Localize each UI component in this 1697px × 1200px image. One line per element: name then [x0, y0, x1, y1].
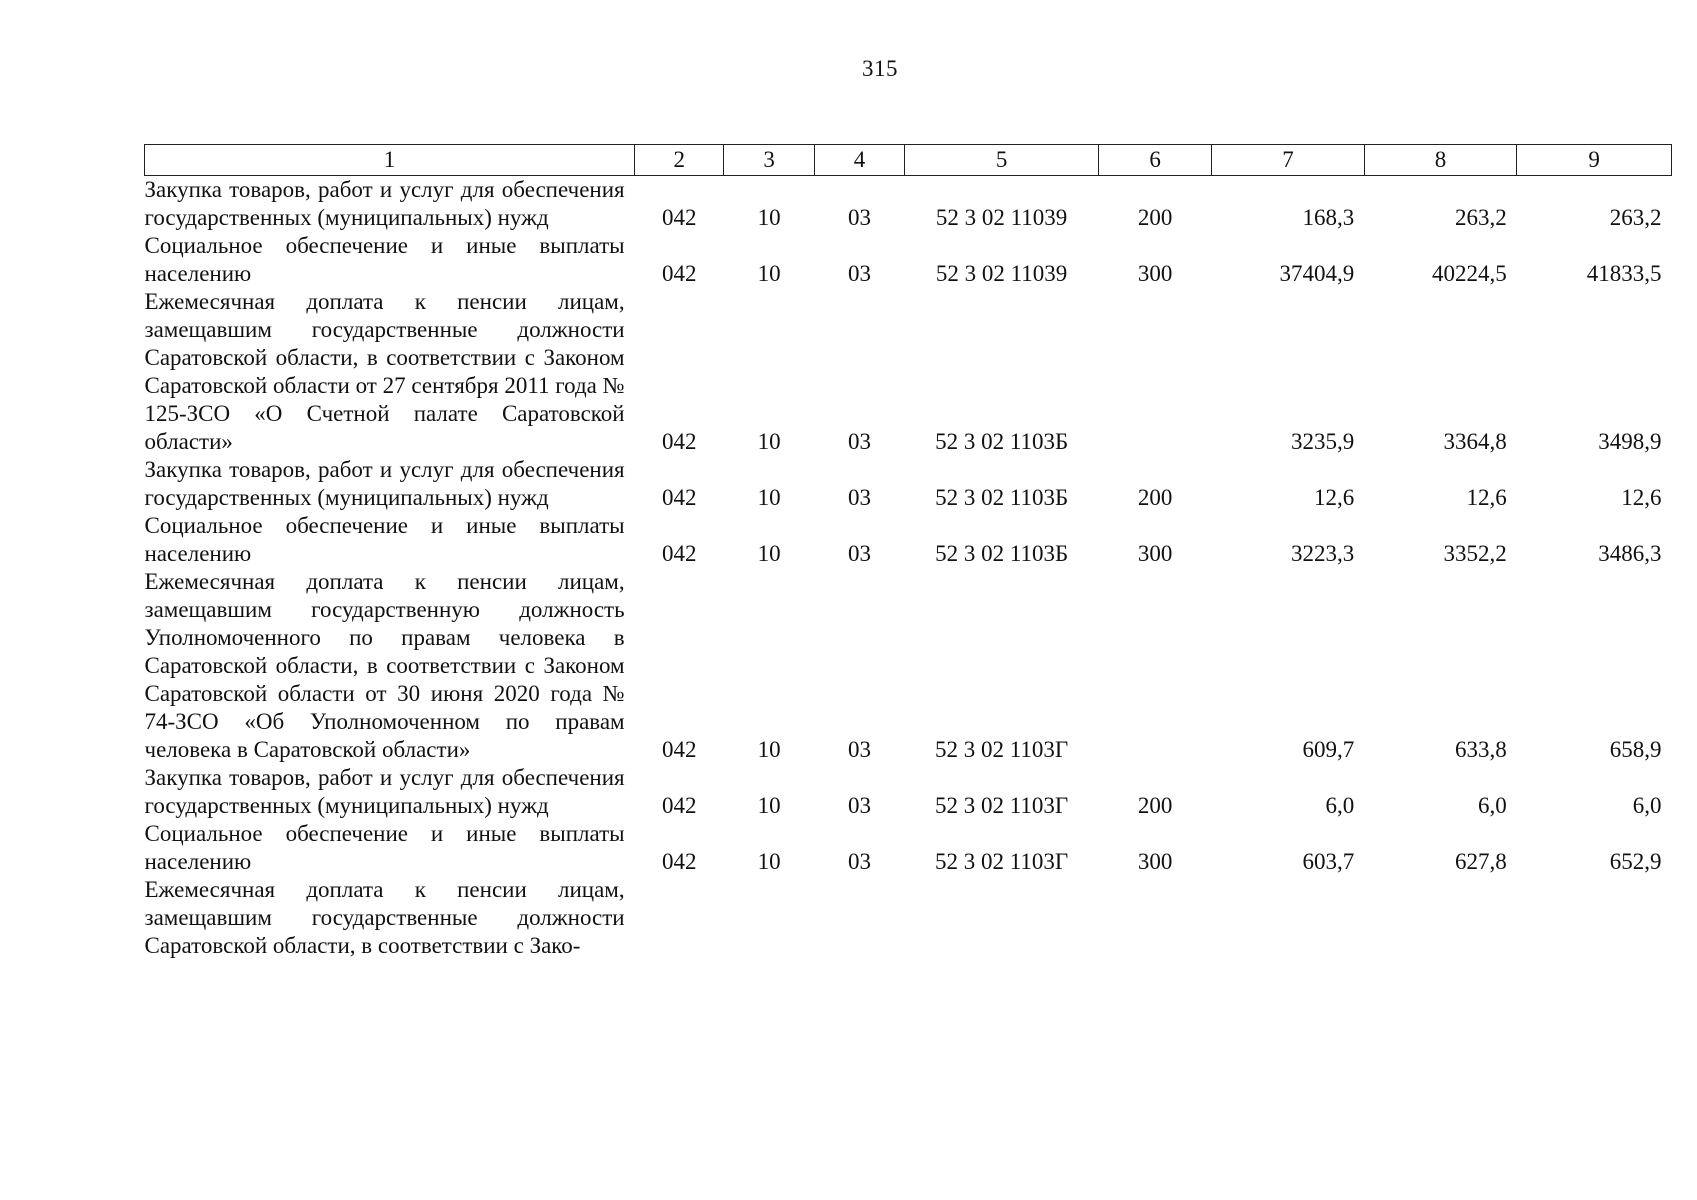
- amount-col9: 41833,5: [1586, 261, 1662, 286]
- target-article-code: [905, 876, 1099, 960]
- column-header: 8: [1364, 145, 1516, 176]
- column-number-header-row: [145, 145, 1672, 176]
- expense-type-code: [1099, 288, 1212, 456]
- amount-col7: 12,6: [1314, 485, 1355, 510]
- column-header: 7: [1212, 145, 1364, 176]
- subsection-code: 03: [847, 261, 871, 286]
- table-row: [145, 764, 1672, 820]
- amount-col9: 658,9: [1609, 737, 1662, 762]
- section-code: 10: [757, 541, 781, 566]
- column-header: 4: [814, 145, 904, 176]
- target-article-code: 52 3 02 1103Г: [935, 737, 1069, 762]
- row-description: Социальное обеспечение и иные выплаты населению: [144, 233, 625, 286]
- section-code: 10: [757, 429, 781, 454]
- amount-col9: 3486,3: [1598, 541, 1662, 566]
- amount-col8: 3352,2: [1443, 541, 1507, 566]
- amount-col8: 633,8: [1455, 737, 1507, 762]
- amount-col9: 263,2: [1609, 205, 1662, 230]
- amount-col9: [1517, 876, 1672, 960]
- ministry-code: 042: [662, 849, 697, 874]
- subsection-code: 03: [847, 205, 871, 230]
- ministry-code: 042: [662, 205, 697, 230]
- amount-col8: [1364, 876, 1516, 960]
- ministry-code: 042: [662, 429, 697, 454]
- amount-col8: 3364,8: [1443, 429, 1507, 454]
- column-header: 1: [145, 145, 635, 176]
- expense-type-code: [1099, 568, 1212, 764]
- amount-col7: 6,0: [1325, 793, 1355, 818]
- amount-col7: 609,7: [1302, 737, 1355, 762]
- subsection-code: 03: [847, 849, 871, 874]
- column-header: 5: [905, 145, 1099, 176]
- column-header: 3: [724, 145, 814, 176]
- row-description: Социальное обеспечение и иные выплаты населению: [144, 821, 625, 874]
- ministry-code: 042: [662, 737, 697, 762]
- subsection-code: 03: [847, 485, 871, 510]
- expense-type-code: 300: [1137, 541, 1173, 566]
- section-code: 10: [757, 793, 781, 818]
- section-code: [724, 876, 814, 960]
- table-row: [145, 876, 1672, 960]
- target-article-code: 52 3 02 11039: [935, 261, 1068, 286]
- budget-table: [144, 144, 1672, 960]
- target-article-code: 52 3 02 1103Б: [935, 541, 1069, 566]
- amount-col9: 3498,9: [1598, 429, 1662, 454]
- target-article-code: 52 3 02 1103Б: [935, 485, 1069, 510]
- row-description: Ежемесячная доплата к пенсии лицам, замещавшим государственные должности Саратовской области, в соответствии с Законом Саратовской области от 27 сентября 2011 года № 125-ЗСО «О Счетной палате Саратовской области»: [144, 289, 625, 454]
- row-description: Ежемесячная доплата к пенсии лицам, замещавшим государственные должности Саратовской области, в соответствии с Зако-: [144, 877, 625, 958]
- section-code: 10: [757, 261, 781, 286]
- target-article-code: 52 3 02 1103Г: [935, 793, 1069, 818]
- ministry-code: [635, 876, 724, 960]
- row-description: Ежемесячная доплата к пенсии лицам, замещавшим государственную должность Уполномоченного по правам человека в Саратовской области, в соответствии с Законом Саратовской области от 30 июня 2020 года № 74-ЗСО «Об Уполномоченном по правам человека в Саратовской области»: [144, 569, 625, 762]
- table-row: [145, 288, 1672, 456]
- amount-col9: 12,6: [1621, 485, 1662, 510]
- section-code: 10: [757, 485, 781, 510]
- section-code: 10: [757, 205, 781, 230]
- table-row: [145, 820, 1672, 876]
- target-article-code: 52 3 02 1103Б: [935, 429, 1069, 454]
- expense-type-code: 200: [1137, 793, 1173, 818]
- row-description: Закупка товаров, работ и услуг для обеспечения государственных (муниципальных) нужд: [144, 457, 625, 510]
- table-row: [145, 568, 1672, 764]
- amount-col9: 6,0: [1632, 793, 1662, 818]
- table-row: [145, 456, 1672, 512]
- amount-col7: 168,3: [1302, 205, 1355, 230]
- row-description: Социальное обеспечение и иные выплаты населению: [144, 513, 625, 566]
- amount-col7: 603,7: [1302, 849, 1355, 874]
- amount-col9: 652,9: [1609, 849, 1662, 874]
- expense-type-code: 200: [1137, 205, 1173, 230]
- amount-col8: 263,2: [1455, 205, 1507, 230]
- subsection-code: 03: [847, 429, 871, 454]
- column-header: 6: [1099, 145, 1212, 176]
- subsection-code: 03: [847, 737, 871, 762]
- row-description: Закупка товаров, работ и услуг для обеспечения государственных (муниципальных) нужд: [144, 177, 625, 230]
- amount-col8: 12,6: [1466, 485, 1507, 510]
- expense-type-code: 300: [1137, 261, 1173, 286]
- column-header: 2: [635, 145, 724, 176]
- subsection-code: [814, 876, 904, 960]
- section-code: 10: [757, 737, 781, 762]
- page-number: 315: [862, 56, 898, 81]
- column-header: 9: [1517, 145, 1672, 176]
- amount-col7: 3223,3: [1291, 541, 1355, 566]
- ministry-code: 042: [662, 485, 697, 510]
- section-code: 10: [757, 849, 781, 874]
- amount-col8: 40224,5: [1432, 261, 1507, 286]
- table-row: [145, 512, 1672, 568]
- table-row: [145, 176, 1672, 233]
- ministry-code: 042: [662, 261, 697, 286]
- amount-col8: 6,0: [1478, 793, 1507, 818]
- ministry-code: 042: [662, 541, 697, 566]
- target-article-code: 52 3 02 11039: [935, 205, 1068, 230]
- table-row: [145, 232, 1672, 288]
- amount-col7: [1212, 876, 1364, 960]
- expense-type-code: 300: [1137, 849, 1173, 874]
- target-article-code: 52 3 02 1103Г: [935, 849, 1069, 874]
- subsection-code: 03: [847, 541, 871, 566]
- amount-col8: 627,8: [1455, 849, 1507, 874]
- amount-col7: 37404,9: [1279, 261, 1355, 286]
- expense-type-code: [1099, 876, 1212, 960]
- subsection-code: 03: [847, 793, 871, 818]
- row-description: Закупка товаров, работ и услуг для обеспечения государственных (муниципальных) нужд: [144, 765, 625, 818]
- expense-type-code: 200: [1137, 485, 1173, 510]
- amount-col7: 3235,9: [1291, 429, 1355, 454]
- ministry-code: 042: [662, 793, 697, 818]
